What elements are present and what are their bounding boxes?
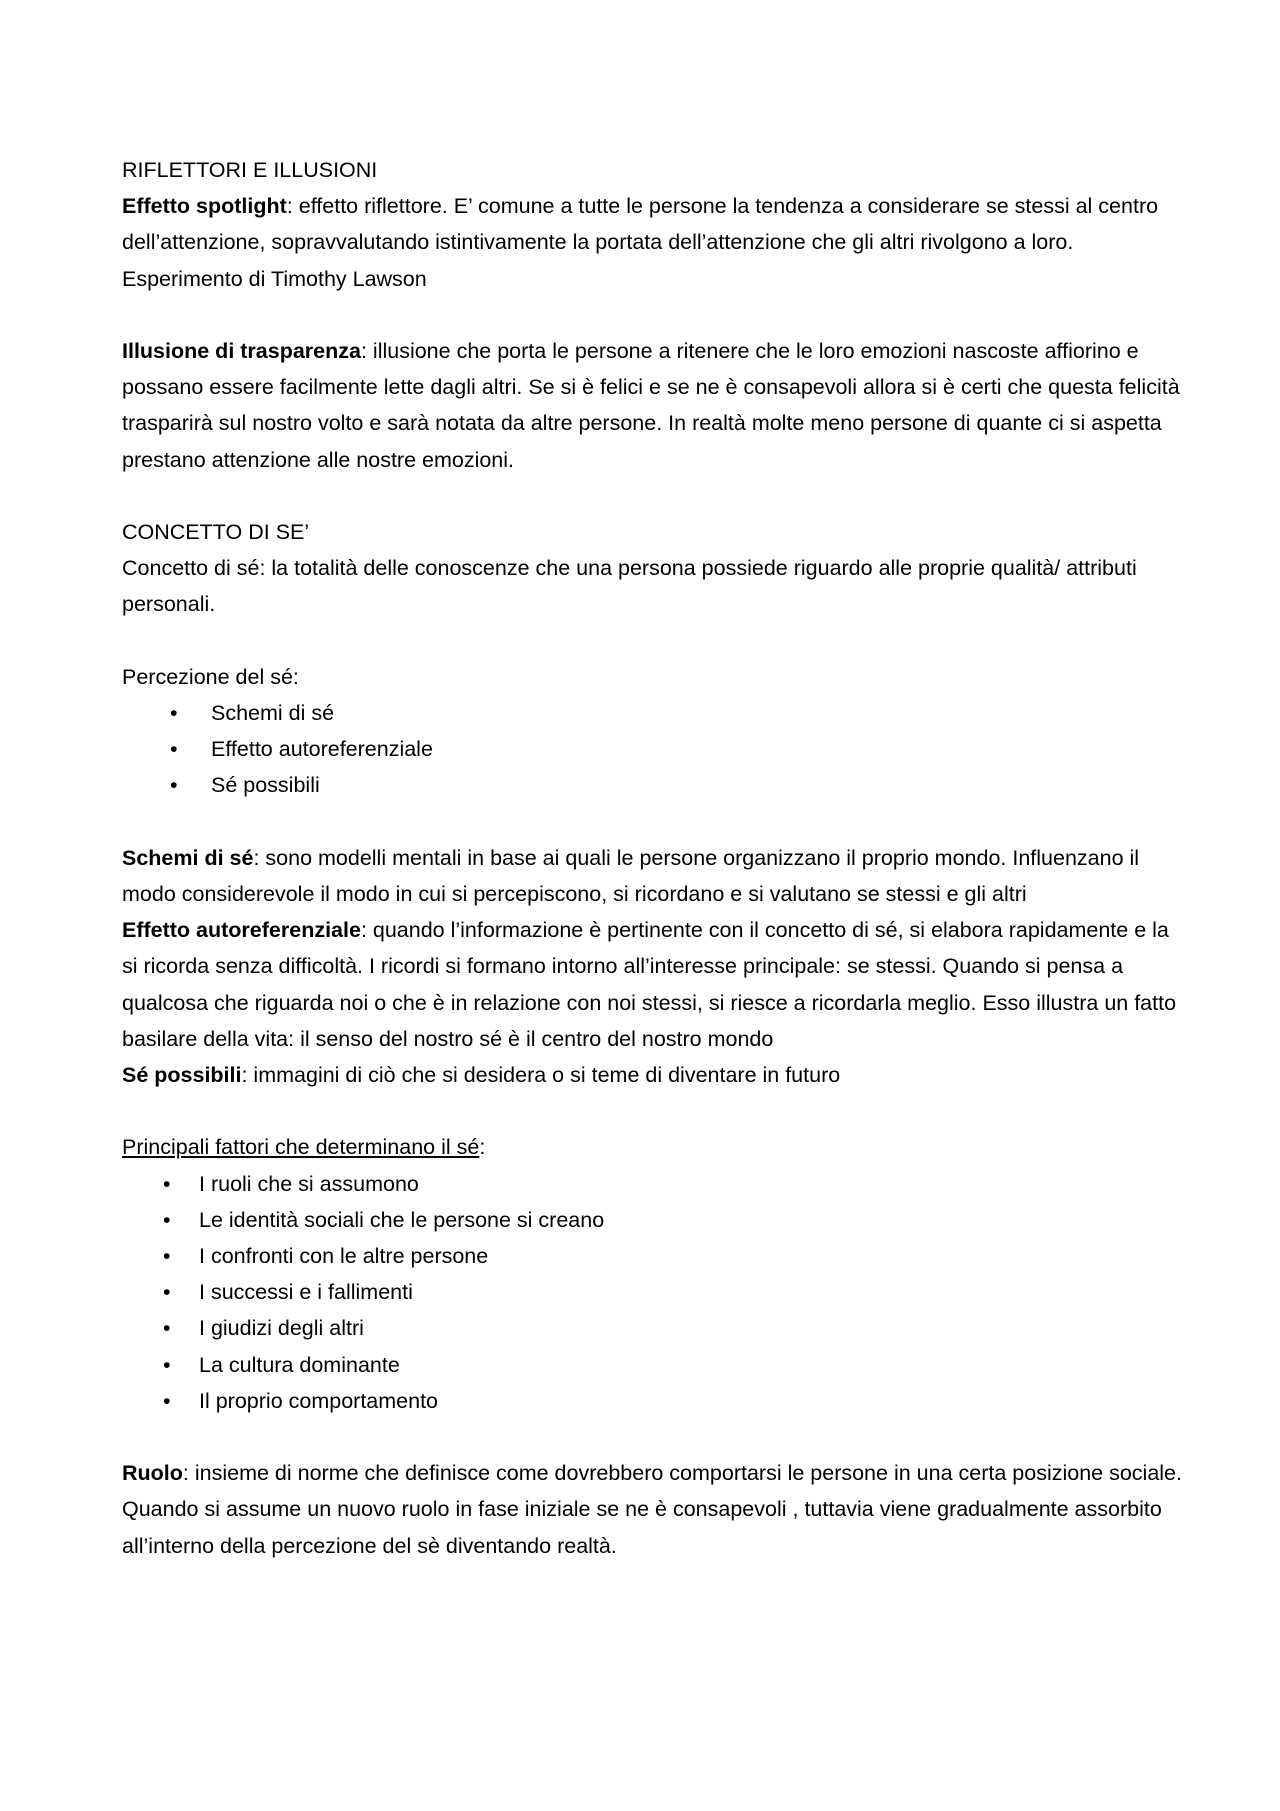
definition-schemas: : sono modelli mentali in base ai quali le persone organizzano il proprio mondo. Influenzano il modo considerevole il modo in cui si percepiscono, si ricordano e si valutano se stessi e gli altri: [122, 845, 1140, 906]
bullet-icon: •: [163, 1171, 171, 1196]
spacer: [122, 297, 1182, 333]
section-heading-riflettori: RIFLETTORI E ILLUSIONI: [122, 158, 378, 182]
spacer: [122, 1419, 1182, 1455]
perception-list: [122, 695, 1182, 804]
list-item: • Effetto autoreferenziale: [122, 731, 1182, 767]
definition-transparency: : illusione che porta le persone a ritenere che le loro emozioni nascoste affiorino e possano essere facilmente lette dagli altri. Se si è felici e se ne è consapevoli allora si è certi che questa felicità trasparirà sul nostro volto e sarà notata da altre persone. In realtà molte meno persone di quante ci si aspetta prestano attenzione alle nostre emozioni.: [122, 339, 1180, 472]
bullet-icon: •: [170, 737, 178, 762]
bullet-icon: •: [163, 1244, 171, 1269]
list-item: • Le identità sociali che le persone si creano: [122, 1202, 1182, 1238]
bullet-icon: •: [163, 1316, 171, 1341]
paragraph-spotlight: [122, 188, 1182, 260]
bullet-icon: •: [163, 1207, 171, 1232]
perception-title: Percezione del sé:: [122, 664, 299, 689]
bullet-icon: •: [170, 773, 178, 798]
term-possible-selves: Sé possibili: [122, 1063, 242, 1088]
paragraph-possible-selves: [122, 1057, 1182, 1093]
spacer: [122, 804, 1182, 840]
list-item: • I ruoli che si assumono: [122, 1166, 1182, 1202]
paragraph-experiment: Esperimento di Timothy Lawson: [122, 266, 427, 291]
definition-spotlight: : effetto riflettore. E’ comune a tutte le persone la tendenza a considerare se stessi al centro dell’attenzione, sopravvalutando istintivamente la portata dell’attenzione che gli altri rivolgono a loro.: [122, 194, 1159, 255]
spacer: [122, 623, 1182, 659]
list-item: • Sé possibili: [122, 767, 1182, 803]
list-item: • I confronti con le altre persone: [122, 1238, 1182, 1274]
bullet-icon: •: [163, 1352, 171, 1377]
paragraph-role: [122, 1455, 1182, 1564]
bullet-icon: •: [170, 701, 178, 725]
paragraph-transparency: [122, 333, 1182, 478]
paragraph-self-reference: [122, 912, 1182, 1057]
list-item: • I successi e i fallimenti: [122, 1274, 1182, 1310]
factors-title-underlined: Principali fattori che determinano il sé: [122, 1135, 480, 1160]
section-heading-concetto: CONCETTO DI SE’: [122, 520, 310, 544]
term-role: Ruolo: [122, 1461, 183, 1486]
document-page: [122, 152, 1182, 1564]
definition-role: : insieme di norme che definisce come dovrebbero comportarsi le persone in una certa posizione sociale. Quando si assume un nuovo ruolo in fase iniziale se ne è consapevoli , tuttavia viene gradualmente assorbito all’interno della percezione del sè diventando realtà.: [122, 1461, 1182, 1558]
term-self-reference: Effetto autoreferenziale: [122, 918, 361, 943]
spacer: [122, 1093, 1182, 1129]
list-item: • La cultura dominante: [122, 1347, 1182, 1383]
list-item: • Schemi di sé: [122, 695, 1182, 731]
bullet-icon: •: [163, 1388, 171, 1413]
bullet-icon: •: [163, 1280, 171, 1305]
factors-list: [122, 1166, 1182, 1419]
paragraph-self-concept: Concetto di sé: la totalità delle conoscenze che una persona possiede riguardo alle proprie qualità/ attributi personali.: [122, 556, 1137, 617]
definition-possible-selves: : immagini di ciò che si desidera o si teme di diventare in futuro: [241, 1063, 841, 1088]
spacer: [122, 478, 1182, 514]
term-schemas: Schemi di sé: [122, 845, 254, 870]
definition-self-reference: : quando l’informazione è pertinente con il concetto di sé, si elabora rapidamente e la si ricorda senza difficoltà. I ricordi si formano intorno all’interesse principale: se stessi. Quando si pensa a qualcosa che riguarda noi o che è in relazione con noi stessi, si riesce a ricordarla meglio. Esso illustra un fatto basilare della vita: il senso del nostro sé è il centro del nostro mondo: [122, 918, 1177, 1051]
list-item: • I giudizi degli altri: [122, 1310, 1182, 1346]
factors-title: Principali fattori che determinano il sé:: [122, 1135, 486, 1160]
paragraph-schemas: [122, 840, 1182, 912]
list-item: • Il proprio comportamento: [122, 1383, 1182, 1419]
term-transparency: Illusione di trasparenza: [122, 339, 361, 363]
term-spotlight: Effetto spotlight: [122, 194, 287, 219]
